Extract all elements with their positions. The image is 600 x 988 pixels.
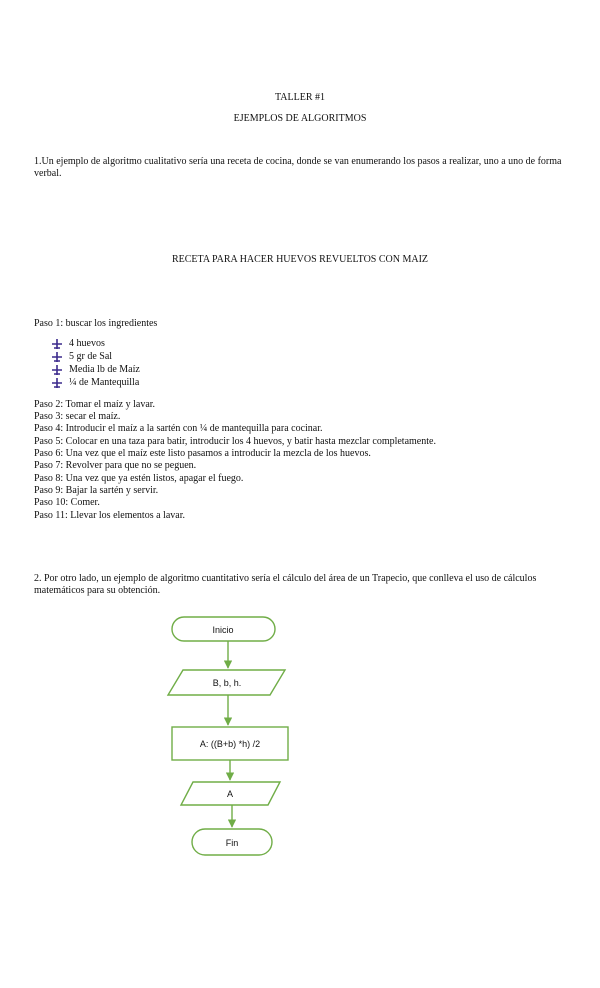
ingredient-item [52, 351, 140, 364]
trapezoid-area-flowchart [0, 600, 600, 880]
input-label: B, b, h. [212, 678, 242, 688]
output-label: A [226, 789, 234, 799]
end-label: Fin [225, 838, 239, 848]
ingredient-label: 4 huevos [69, 338, 105, 349]
cross-bullet-icon [52, 352, 62, 362]
step-3: Paso 3: secar el maíz. [34, 411, 121, 422]
step-6: Paso 6: Una vez que el maíz este listo pasamos a introducir la mezcla de los huevos. [34, 448, 371, 459]
step-8: Paso 8: Una vez que ya estén listos, apagar el fuego. [34, 473, 244, 484]
page-title: TALLER #1 [274, 92, 326, 103]
ingredient-list [52, 338, 140, 390]
page-subtitle: EJEMPLOS DE ALGORITMOS [233, 113, 367, 124]
cross-bullet-icon [52, 365, 62, 375]
step-10: Paso 10: Comer. [34, 497, 100, 508]
step-7: Paso 7: Revolver para que no se peguen. [34, 460, 197, 471]
cross-bullet-icon [52, 339, 62, 349]
ingredient-label: ¼ de Mantequilla [69, 377, 140, 388]
ingredient-label: Media lb de Maíz [69, 364, 140, 375]
step-11: Paso 11: Llevar los elementos a lavar. [34, 510, 185, 521]
cross-bullet-icon [52, 378, 62, 388]
ingredient-item [52, 338, 140, 351]
process-label: A: ((B+b) *h) /2 [199, 739, 261, 749]
step-5: Paso 5: Colocar en una taza para batir, introducir los 4 huevos, y batir hasta mezclar completamente. [34, 436, 436, 447]
section-2-paragraph: 2. Por otro lado, un ejemplo de algoritmo cuantitativo sería el cálculo del área de un Trapecio, que conlleva el uso de cálculos matemáticos para su obtención. [34, 573, 537, 596]
ingredient-label: 5 gr de Sal [69, 351, 113, 362]
step-1: Paso 1: buscar los ingredientes [34, 318, 158, 329]
step-9: Paso 9: Bajar la sartén y servir. [34, 485, 159, 496]
ingredient-item [52, 364, 140, 377]
ingredient-item [52, 377, 140, 390]
step-4: Paso 4: Introducir el maíz a la sartén con ¼ de mantequilla para cocinar. [34, 423, 323, 434]
recipe-title: RECETA PARA HACER HUEVOS REVUELTOS CON MAIZ [171, 254, 429, 265]
step-2: Paso 2: Tomar el maíz y lavar. [34, 399, 156, 410]
start-label: Inicio [212, 625, 234, 635]
intro-paragraph: 1.Un ejemplo de algoritmo cualitativo sería una receta de cocina, donde se van enumerando los pasos a realizar, uno a uno de forma verbal. [34, 156, 562, 179]
